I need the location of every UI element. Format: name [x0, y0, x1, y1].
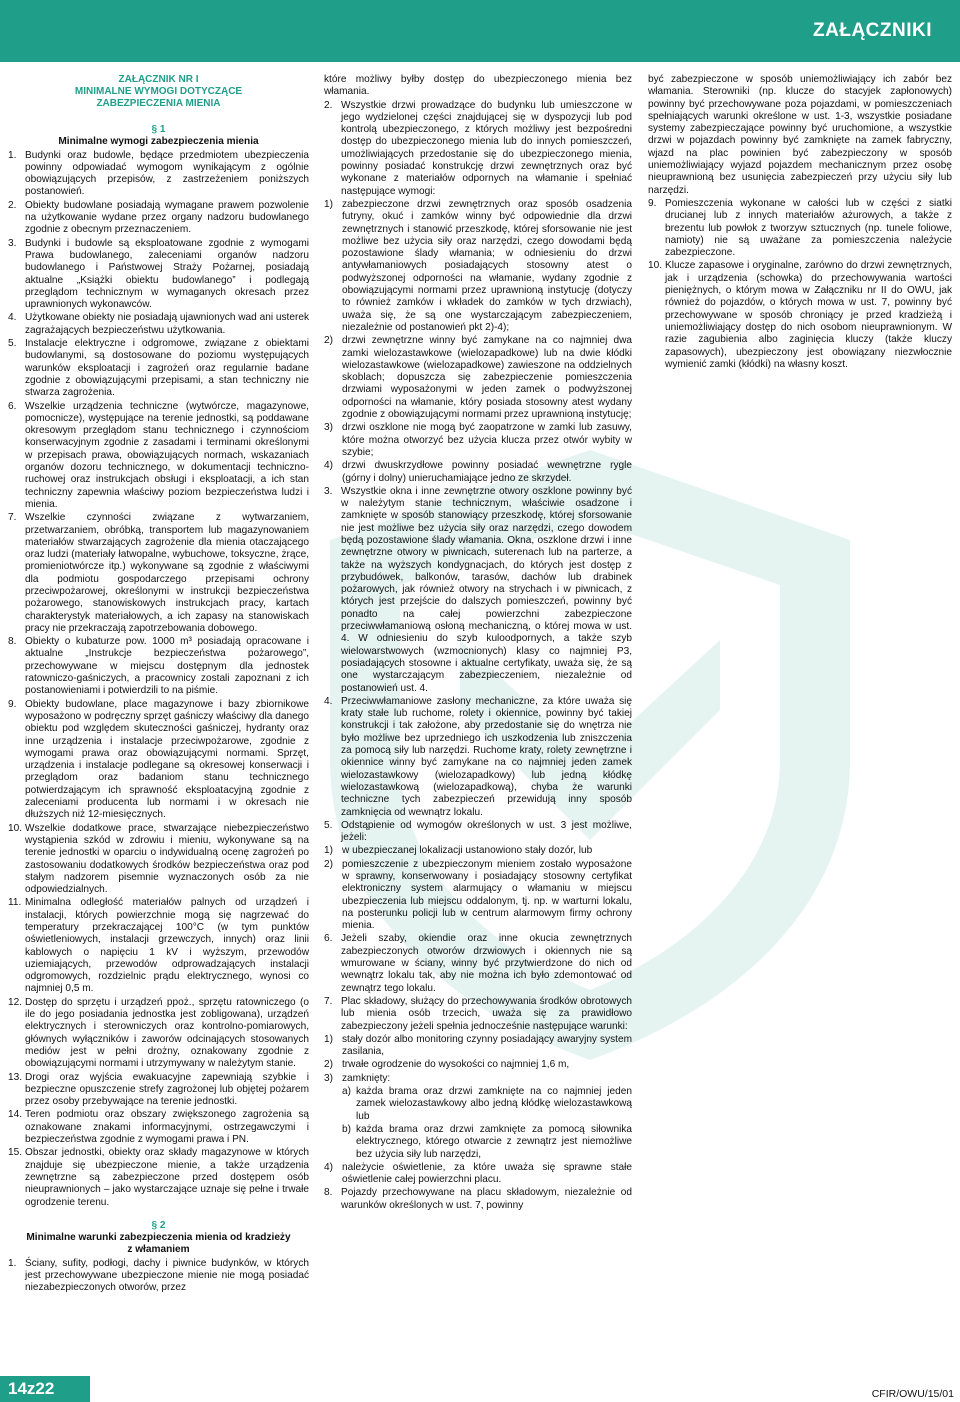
sub-item: 2) drzwi zewnętrzne winny być zamykane na co najmniej dwa zamki wielozastawkowe (wielozapadkowe) lub na dwie kłódki wielozastawkowe (wielozapadkowe) zawieszone na oddzielnych skoblach; dopuszcza się zabezpieczenie pomieszczenia drzwiami wyposażonymi w jeden zamek o podwyższonej odporności na włamanie, który posiada stosowny atest wydany zgodnie z obowiązującymi normami przez uprawnioną instytucję; [324, 335, 632, 421]
list-item: 6. Jeżeli szaby, okiendie oraz inne okucia zewnętrznych zabezpieczonych otworów drzwiowych i okiennych nie są wmurowane w ściany, winny być przytwierdzone do nich od wewnątrz lokalu tak, aby nie można ich było zdemontować od zewnątrz tego lokalu. [324, 933, 632, 994]
sub-sub-item: a) każda brama oraz drzwi zamknięte na co najmniej jeden zamek wielozastawkowy albo jedną kłódkę wielozastawkową lub [342, 1086, 632, 1122]
list-item: 7. Wszelkie czynności związane z wytwarzaniem, przetwarzaniem, obróbką, transportem lub magazynowaniem materiałów stwarzających zagrożenie dla mienia otaczającego oraz ludzi (materiały łatwopalne, wybuchowe, toksyczne, żrące, promieniotwórcze itp.) wykonywane są zgodnie z właściwymi dla podmiotu gospodarczego przepisami ochrony przeciwpożarowej, określonymi w instrukcji bezpieczeństwa pożarowego, stanowiskowych instrukcjach pracy, kartach charakterystyk materiałowych, a ich zapasy na stanowiskach pracy nie przekraczają zapotrzebowania dobowego. [8, 512, 309, 634]
list-item: 6. Wszelkie urządzenia techniczne (wytwórcze, magazynowe, pomocnicze), występujące na terenie jednostki, są poddawane okresowym przeglądom stanu technicznego i czynnościom konserwacyjnym zgodnie z zasadami i terminami określonymi w przepisach prawa, obowiązujących normach, wskazaniach organów dozoru technicznego, w dokumentacji techniczno-ruchowej oraz instrukcjach obsługi i eksploatacji, a ich stan techniczny zapewnia właściwy poziom bezpieczeństwa ludzi i mienia. [8, 400, 309, 510]
sub-item: 2) trwałe ogrodzenie do wysokości co najmniej 1,6 m, [324, 1059, 570, 1071]
page-header [0, 0, 960, 62]
list-item: 5. Odstąpienie od wymogów określonych w ust. 3 jest możliwe, jeżeli: [324, 819, 632, 844]
sub-item: 4) należycie oświetlenie, za które uważa się sprawne stałe oświetlenie całej powierzchni placu. [324, 1161, 632, 1186]
list-item: 14. Teren podmiotu oraz obszary zwiększonego zagrożenia są oznakowane znakami informacyjnymi, ostrzegawczymi i bezpieczeństwa zgodnie z wymogami prawa i PN. [8, 1109, 309, 1146]
list-item: 9. Obiekty budowlane, place magazynowe i bazy zbiornikowe wyposażono w podręczny sprzęt gaśniczy właściwy dla danego obiektu pod względem skuteczności gaśniczej, hydranty oraz inne urządzenia i instalacje przeciwpożarowe, zgodnie z wymogami prawa oraz obowiązującymi normami. Sprzęt, urządzenia i instalacje podlegane są okresowej konserwacji i przeglądom oraz badaniom stanu technicznego potwierdzającym ich sprawność eksploatacyjną zgodnie z zaleceniami producenta lub normami i w okresach nie dłuższych niż 12-miesięcznych. [8, 698, 309, 821]
sub-item: 3) drzwi oszklone nie mogą być zaopatrzone w zamki lub zasuwy, które można otworzyć bez użycia klucza przez otwór wybity w szybie; [324, 422, 632, 458]
list-item: 2. Wszystkie drzwi prowadzące do budynku lub umieszczone w jego wydzielonej części znajdującej się w dyspozycji lub pod kontrolą ubezpieczonego, z których możliwy jest bezpośredni dostęp do ubezpieczonego mienia lub do innych pomieszczeń, umożliwiających przedostanie się do ubezpieczonego mienia, powinny posiadać konstrukcję drzwi zewnętrznych oraz być wykonane z materiałów odpornych na włamanie i spełniać następujące wymogi: [324, 99, 632, 197]
column-middle [324, 74, 632, 1213]
list-item: 8. Pojazdy przechowywane na placu składowym, niezależnie od warunków określonych w ust. 7, powinny [324, 1187, 632, 1211]
list-item: 3. Wszystkie okna i inne zewnętrzne otwory oszklone powinny być w należytym stanie technicznym, właściwie osadzone i zamknięte w sposób stanowiący przeszkodę, której sforsowanie nie jest możliwe bez użycia siły oraz narzędzi, czego dowodem będą pozostawione ślady włamania. Okna, oszklone drzwi i inne zewnętrzne otwory w piwnicach, suterenach lub na parterze, a także na wyższych kondygnacjach, do których jest dostęp z przybudówek, balkonów, tarasów, dachów lub drabinek pożarowych, jak również otwory na strychach i w piwnicach, z których jest przejście do dalszych pomieszczeń, powinny być ponadto na całej powierzchni zabezpieczone przeciwwłamaniową osłoną mechaniczną, o której mowa w ust. 4. W odniesieniu do szyb kuloodpornych, a także szyb wielowarstwowych (wzmocnionych) klasy co najmniej P3, posiadających stosowne i aktualne certyfikaty, uważa się, że są one wystarczającym zabezpieczeniem, niezależnie od postanowień ust. 4. [324, 485, 632, 694]
list-item: 4. Przeciwwłamaniowe zasłony mechaniczne, za które uważa się kraty stałe lub ruchome, rolety i okiennice, powinny być takiej konstrukcji i tak założone, aby przedostanie się do wnętrza nie było możliwe bez uprzedniego ich uszkodzenia lub zniszczenia za pomocą siły lub narzędzi. Ruchome kraty, rolety zewnętrzne i okiennice winny być zamykane na co najmniej jeden zamek wielozastawkowy (wielozapadkowy) lub jedną kłódkę wielozastawkową (wielozapadkową), chyba że warunki techniczne tych zabezpieczeń przewidują inny sposób zamknięcia od wewnątrz lokalu. [324, 695, 632, 818]
list-item: 12. Dostęp do sprzętu i urządzeń ppoż., sprzętu ratowniczego (o ile do jego posiadania jednostka jest zobligowana), urządzeń elektrycznych i sterowniczych oraz kontrolno-pomiarowych, głównych wyłączników i zaworów odcinających stosowanych mediów jest w pełni drożny, oznakowany zgodnie z obowiązującymi normami i utrzymywany w należytym stanie. [8, 996, 309, 1070]
column-right [648, 74, 952, 372]
sub-item: 2) pomieszczenie z ubezpieczonym mieniem zostało wyposażone w sprawny, konserwowany i posiadający stosowny certyfikat elektroniczny system alarmujący o włamaniu w miejscu ubezpieczenia lub miejscu oddalonym, tj. np. w warturni lokalu, na posterunku policji lub w centrum alarmowym firmy ochrony mienia. [324, 858, 632, 932]
annex-heading: ZAŁĄCZNIK NR I MINIMALNE WYMOGI DOTYCZĄCE ZABEZPIECZENIA MIENIA [74, 74, 243, 109]
page-title: ZAŁĄCZNIKI [813, 20, 932, 41]
paragraph: być zabezpieczone w sposób uniemożliwiający ich zabór bez włamania. Sterowniki (np. klucze do stacyjek zapłonowych) powinny być przechowywane poza pojazdami, w pomieszczeniach spełniających warunki określone w ust. 1-3, wszystkie posiadane systemy zabezpieczające powinny być uruchomione, a wszystkie drzwi w pojazdach powinny być zamknięte na zamek fabryczny, wjazd na plac powinien być zabezpieczony w sposób uniemożliwiający wyjazd pojazdem mechanicznym przez osobę nieuprawnioną bez usunięcia zabezpieczeń przy użyciu siły lub narzędzi. [648, 74, 952, 196]
sub-item: 1) w ubezpieczanej lokalizacji ustanowiono stały dozór, lub [324, 845, 593, 857]
list-item: 9. Pomieszczenia wykonane w całości lub w części z siatki drucianej lub z innych materiałów ażurowych, a także z brezentu lub powłok z tworzyw sztucznych (np. tunele foliowe, namioty) nie są uważane za pomieszczenia należycie zabezpieczone. [648, 197, 952, 259]
section-title: Minimalne warunki zabezpieczenia mienia od kradzieży z włamaniem [26, 1232, 291, 1256]
list-item: 7. Plac składowy, służący do przechowywania środków obrotowych lub mienia osób trzecich, uważa się za prawidłowo zabezpieczony jeżeli spełnia jednocześnie następujące warunki: [324, 995, 632, 1032]
list-item: 4. Użytkowane obiekty nie posiadają ujawnionych wad ani usterek zagrażających bezpieczeństwu użytkowania. [8, 312, 309, 336]
list-item: 10. Klucze zapasowe i oryginalne, zarówno do drzwi zewnętrznych, jak i urządzenia (schowka) do przechowywania wartości pieniężnych, o którym mowa w Załączniku nr II do OWU, jak również do pojazdów, o których mowa w ust. 7, powinny być przechowywane w sposób chroniący je przed kradzieżą i uniemożliwiający dostęp do nich osobom nieuprawnionym. W razie zagubienia albo zaginięcia kluczy (także kluczy zapasowych), ubezpieczony jest obowiązany niezwłocznie wymienić zamki (kłódki) na własny koszt. [648, 260, 952, 370]
column-left [8, 74, 309, 1296]
section-number: § 1 [151, 124, 166, 135]
list-item: 11. Minimalna odległość materiałów palnych od urządzeń i instalacji, których powierzchnie mogą się nagrzewać do temperatury przekraczającej 100°C (w tym punktów oświetleniowych, instalacji grzewczych, innych) oraz linii kablowych o napięciu 1 kV i wyższym, przewodów uziemiających, przewodów odprowadzających instalacji odgromowych, rozdzielnic prądu elektrycznego, wynosi co najmniej 0,5 m. [8, 897, 309, 995]
document-code: CFIR/OWU/15/01 [871, 1388, 954, 1400]
list-item: 15. Obszar jednostki, obiekty oraz składy magazynowe w których znajduje się ubezpieczone mienie, a także urządzenia zewnętrzne są zabezpieczone przed dostępem osób nieuprawnionych – jako wystarczające uznaje się pełne i trwałe ogrodzenie terenu. [8, 1147, 309, 1208]
section-number: § 2 [151, 1219, 166, 1231]
list-item: 1. Ściany, sufity, podłogi, dachy i piwnice budynków, w których jest przechowywane ubezpieczone mienie nie mogą posiadać niezabezpieczonych otworów, przez [8, 1257, 309, 1294]
section-title: Minimalne wymogi zabezpieczenia mienia [58, 136, 259, 148]
list-item: 10. Wszelkie dodatkowe prace, stwarzające niebezpieczeństwo wystąpienia szkód w zdrowiu i mieniu, wykonywane są na terenie jednostki w oparciu o indywidualną ocenę zagrożeń po zastosowaniu dodatkowych środków bezpieczeństwa oraz pod stałym nadzorem pisemnie wyznaczonych osób za nie odpowiedzialnych. [8, 822, 309, 896]
sub-sub-item: b) każda brama oraz drzwi zamknięte za pomocą siłownika elektrycznego, którego otwarcie z zewnątrz jest niemożliwe bez użycia siły lub narzędzi, [342, 1123, 632, 1160]
page-number-badge: 14z22 [0, 1376, 90, 1402]
sub-item: 3) zamknięty: [324, 1072, 391, 1084]
sub-item: 4) drzwi dwuskrzydłowe powinny posiadać wewnętrzne rygle (górny i dolny) unieruchamiające jedno ze skrzydeł. [324, 460, 632, 484]
list-item: 1. Budynki oraz budowle, będące przedmiotem ubezpieczenia powinny odpowiadać wymogom wynikającym z ogólnie obowiązujących przepisów, z zastrzeżeniem poniższych postanowień. [8, 149, 309, 198]
list-item: 3. Budynki i budowle są eksploatowane zgodnie z wymogami Prawa budowlanego, zaleceniami organów nadzoru budowlanego i Państwowej Straży Pożarnej, posiadają aktualne „Książki obiektu budowlanego” i podlegają przeglądom technicznym w wymaganych okresach przez uprawnionych wykonawców. [8, 237, 309, 311]
list-item: 5. Instalacje elektryczne i odgromowe, związane z obiektami budowlanymi, są dostosowane do poziomu występujących warunków eksploatacji i zagrożeń oraz regularnie badane zgodnie z obowiązującymi przepisami, a stan techniczny nie stwarza zagrożenia. [8, 338, 309, 399]
paragraph: które możliwy byłby dostęp do ubezpieczonego mienia bez włamania. [324, 74, 632, 98]
sub-item: 1) stały dozór albo monitoring czynny posiadający awaryjny system zasilania, [324, 1033, 632, 1058]
list-item: 13. Drogi oraz wyjścia ewakuacyjne zapewniają szybkie i bezpieczne opuszczenie strefy zagrożonej lub objętej pożarem przez osoby przebywające na terenie jednostki. [8, 1071, 309, 1108]
list-item: 2. Obiekty budowlane posiadają wymagane prawem pozwolenie na użytkowanie wydane przez organy nadzoru budowlanego zgodnie z obecnym przeznaczeniem. [8, 199, 309, 236]
list-item: 8. Obiekty o kubaturze pow. 1000 m³ posiadają opracowane i aktualne „Instrukcje bezpieczeństwa pożarowego”, przechowywane w miejscu dostępnym dla jednostek ratowniczo-gaśniczych, a pracownicy zostali zapoznani z ich postanowieniami i potwierdzili to na piśmie. [8, 636, 309, 697]
sub-item: 1) zabezpieczone drzwi zewnętrznych oraz sposób osadzenia futryny, okuć i zamków winny być odpowiednie dla drzwi zewnętrznych i stanowić przeszkodę, której sforsowanie nie jest możliwe bez użycia siły oraz narzędzi, czego dowodami będą pozostawione ślady włamania; w odniesieniu do drzwi antywłamaniowych posiadających stosowny atest o podwyższonej odporności na włamanie, wydany zgodnie z obowiązującymi normami przez uprawnioną instytucję (dotyczy to również zamków i wkładek do zamków w tych drzwiach), uważa się, że są one wystarczającym zabezpieczeniem, niezależnie od postanowień pkt 2)-4); [324, 198, 632, 333]
